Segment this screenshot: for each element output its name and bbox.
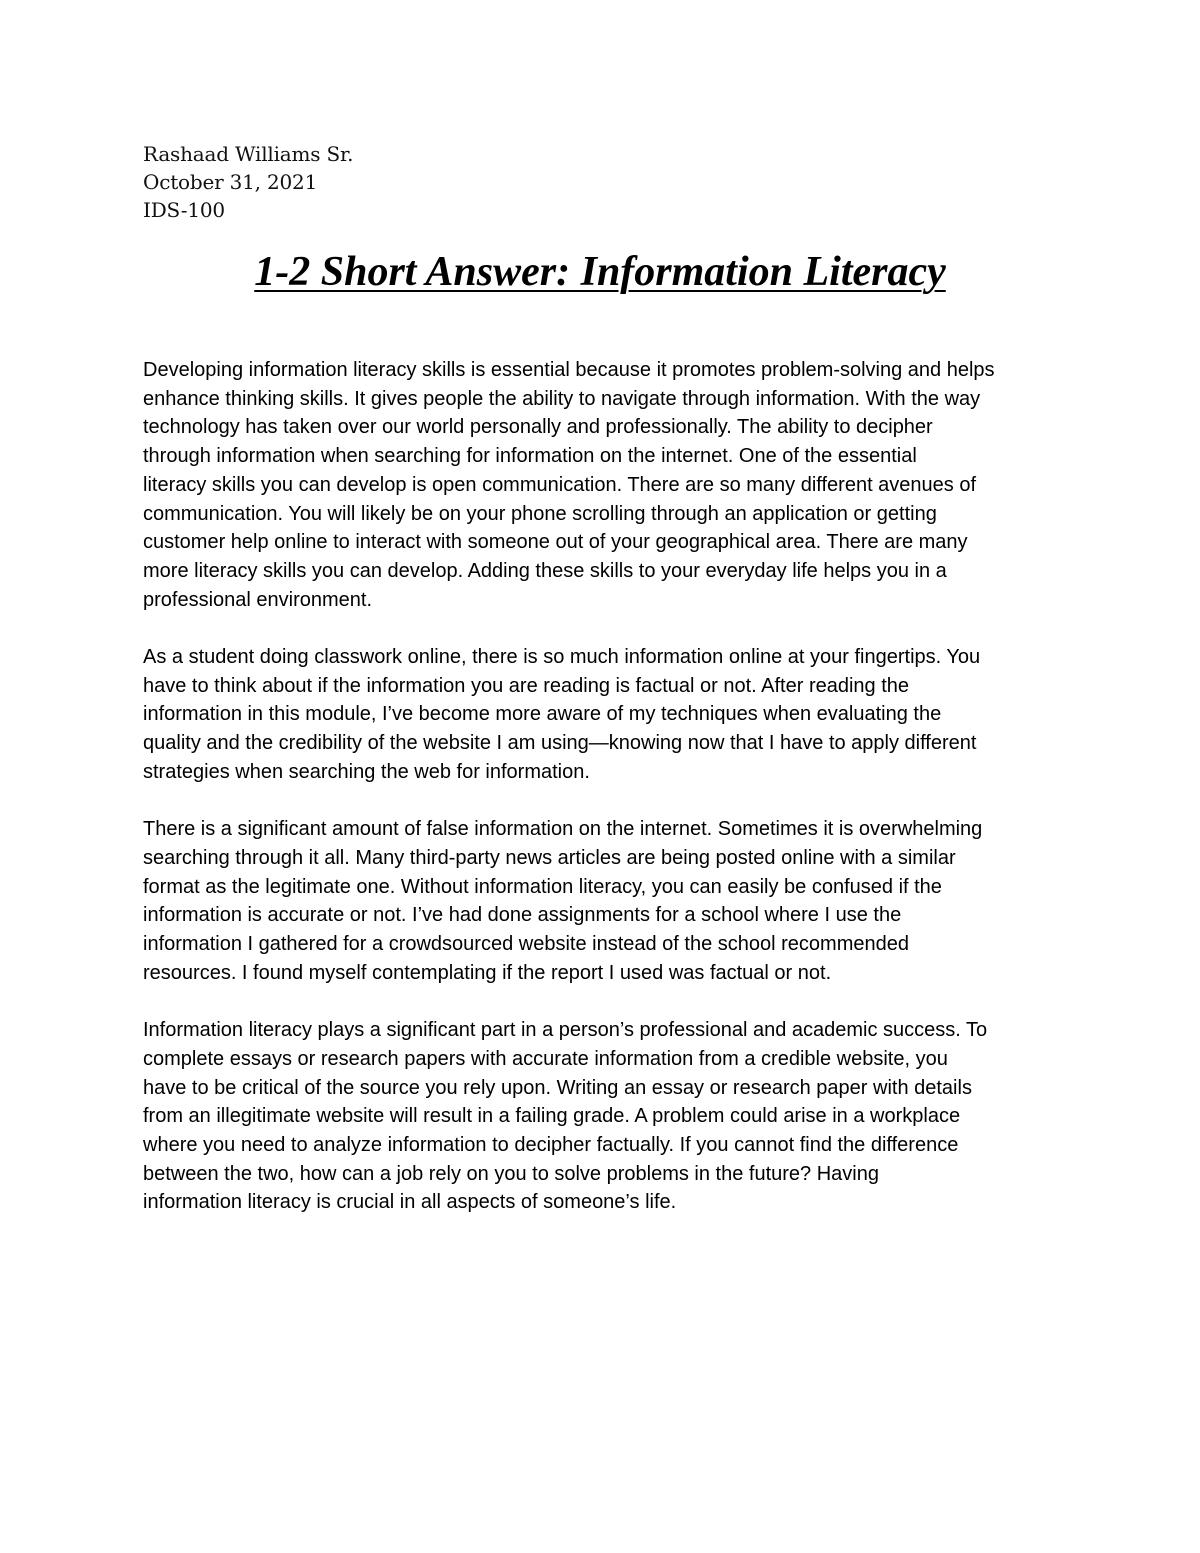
document-title: 1-2 Short Answer: Information Literacy	[254, 249, 946, 295]
paragraph-line: information literacy is crucial in all aspects of someone’s life.	[143, 1191, 677, 1214]
paragraph-1	[143, 356, 1063, 614]
paragraph-line: technology has taken over our world personally and professionally. The ability to decipher	[143, 416, 933, 439]
paragraph-line: Developing information literacy skills is essential because it promotes problem-solving and helps	[143, 359, 995, 381]
paragraph-line: information I gathered for a crowdsourced website instead of the school recommended	[143, 933, 909, 956]
paragraph-3	[143, 815, 1063, 987]
paragraph-line: resources. I found myself contemplating if the report I used was factual or not.	[143, 961, 832, 984]
paragraph-line: There is a significant amount of false information on the internet. Sometimes it is overwhelming	[143, 818, 983, 841]
paragraph-line: format as the legitimate one. Without information literacy, you can easily be confused if the	[143, 875, 942, 898]
paragraph-line: more literacy skills you can develop. Adding these skills to your everyday life helps you in a	[143, 559, 947, 582]
paragraph-line: quality and the credibility of the website I am using—knowing now that I have to apply different	[143, 732, 977, 755]
paragraph-line: Information literacy plays a significant part in a person’s professional and academic success. To	[143, 1019, 988, 1042]
document-header	[143, 140, 353, 224]
paragraph-line: strategies when searching the web for information.	[143, 760, 590, 783]
paragraph-2	[143, 643, 1063, 787]
paragraph-line: literacy skills you can develop is open communication. There are so many different avenues of	[143, 473, 977, 496]
paragraph-line: between the two, how can a job rely on you to solve problems in the future? Having	[143, 1162, 879, 1185]
paragraph-line: through information when searching for information on the internet. One of the essential	[143, 445, 917, 468]
paragraph-line: professional environment.	[143, 588, 373, 611]
paragraph-line: searching through it all. Many third-party news articles are being posted online with a similar	[143, 846, 956, 869]
document-body	[143, 356, 1063, 1246]
paragraph-line: complete essays or research papers with accurate information from a credible website, you	[143, 1047, 948, 1070]
paragraph-line: As a student doing classwork online, there is so much information online at your fingertips. You	[143, 646, 981, 669]
paragraph-line: enhance thinking skills. It gives people the ability to navigate through information. With the way	[143, 387, 981, 410]
paragraph-4	[143, 1016, 1063, 1217]
paragraph-line: customer help online to interact with someone out of your geographical area. There are many	[143, 531, 968, 554]
paragraph-line: where you need to analyze information to decipher factually. If you cannot find the difference	[143, 1133, 959, 1156]
author-name: Rashaad Williams Sr.	[143, 142, 354, 166]
paragraph-line: information in this module, I’ve become more aware of my techniques when evaluating the	[143, 703, 942, 726]
paragraph-line: have to be critical of the source you rely upon. Writing an essay or research paper with details	[143, 1076, 972, 1099]
course-code: IDS-100	[143, 198, 225, 222]
paragraph-line: communication. You will likely be on your phone scrolling through an application or getting	[143, 502, 937, 525]
paragraph-line: have to think about if the information you are reading is factual or not. After reading the	[143, 674, 910, 697]
paragraph-line: from an illegitimate website will result in a failing grade. A problem could arise in a workplace	[143, 1105, 961, 1128]
document-date: October 31, 2021	[143, 170, 318, 194]
paragraph-line: information is accurate or not. I’ve had done assignments for a school where I use the	[143, 904, 902, 927]
